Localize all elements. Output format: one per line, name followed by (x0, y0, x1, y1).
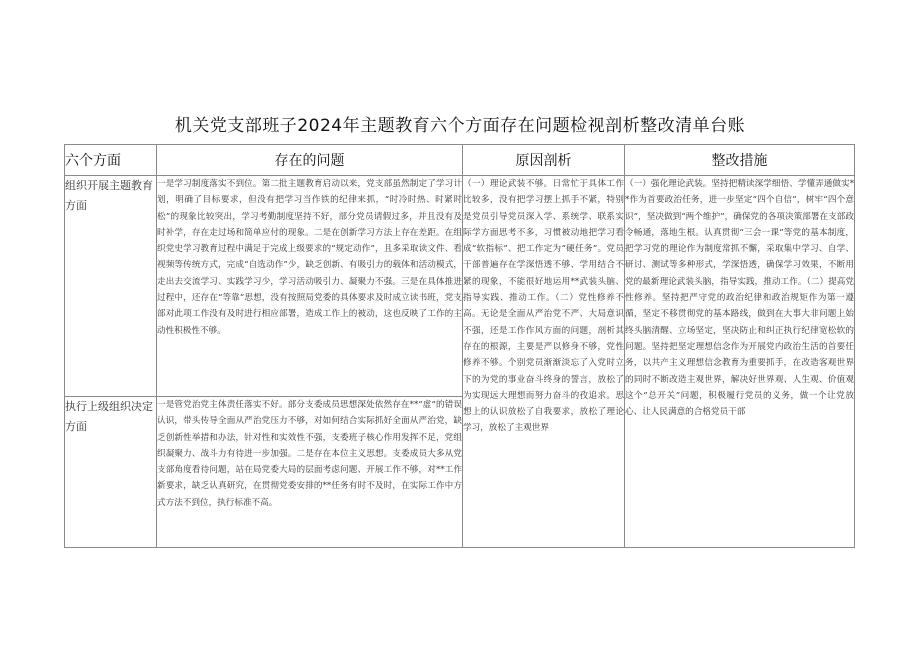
header-row (65, 145, 855, 176)
aspect-cell: 组织开展主题教育方面 (65, 176, 157, 397)
document-title: 机关党支部班子2024年主题教育六个方面存在问题检视剖析整改清单台账 (174, 116, 746, 136)
problems-cell: 一是学习制度落实不到位。第二批主题教育启动以来，党支部虽然制定了学习计划，明确了目标要求，但没有把学习当作铁的纪律来抓，“时冷时热、时紧时松”的现象比较突出，学习考勤制度坚持不好，部分党员请假过多，并且没有及时补学，存在走过场和简单应付的现象。二是在创新学习方法上存在差距。在组织党史学习教育过程中满足于完成上级要求的“规定动作”，且多采取读文件、看视频等传统方式，完成“自选动作”少，缺乏创新、有吸引力的载体和活动模式，走出去交流学习、实践学习少，学习活动吸引力、凝聚力不强。三是在具体推进过程中，还存在“等靠”思想，没有按照局党委的具体要求及时成立读书班，党支部对此项工作没有及时进行相应部署，造成工作上的被动，这也反映了工作的主动性积极性不够。 (157, 176, 463, 397)
header-aspect: 六个方面 (65, 145, 157, 176)
measures-cell: （一）强化理论武装。坚持把精读深学细悟、学懂弄通做实**作为首要政治任务，进一步坚定“四个自信”，树牢“四个意识”，坚决做到“两个维护”，确保党的各项决策部署在支部政令畅通，落地生根。认真贯彻“三会一课”等党的基本制度，把学习党的理论作为制度常抓不懈，采取集中学习、自学、研讨、测试等多种形式，学深悟透，确保学习效果，不断用党的最新理论武装头脑，指导实践，推动工作。（二）提高党性修养。坚持把严守党的政治纪律和政治规矩作为第一遵循，坚定不移贯彻党的基本路线，做到在大事大非问题上始终头脑清醒、立场坚定，坚决防止和纠正执行纪律宽松软的问题。坚持把坚定理想信念作为开展党内政治生活的首要任务，以共产主义理想信念教育为重要抓手，在改造客观世界的同时不断改造主观世界，解决好世界观、人生观、价值观这个“总开关”问题，积极履行党员的义务，做一个让党放心、让人民满意的合格党员干部 (625, 176, 855, 548)
table-row (65, 176, 855, 397)
header-causes: 原因剖析 (463, 145, 625, 176)
aspect-cell: 执行上级组织决定方面 (65, 397, 157, 548)
header-measures: 整改措施 (625, 145, 855, 176)
rectification-ledger-table (64, 144, 855, 548)
causes-cell: （一）理论武装不够。日常忙于具体工作比较多，没有把学习摆上抓手不紧，特别是党员引导党员深入学、系统学、联系实际学方面思考不多，习惯被动地把学习看成“软指标”、把工作定为“硬任务”。党员干部普遍存在学深悟透不够、学用结合不紧的现象，不能很好地运用**武装头脑、指导实践、推动工作。（二）党性修养不高。无论是全面从严治党不严、大局意识不强，还是工作作风方面的问题，剖析其存在的根源，主要是严以修身不够，党性修养不够。个别党员渐渐淡忘了入党时立下的为党的事业奋斗终身的誓言，放松了为实现远大理想而努力奋斗的孜追求。思想上的认识放松了自我要求，放松了理论学习，放松了主观世界 (463, 176, 625, 548)
header-problems: 存在的问题 (157, 145, 463, 176)
problems-cell: 一是管党治党主体责任落实不好。部分支委成员思想深处依然存在**“虚”的错误认识，带头传导全面从严治党压力不够，对如何结合实际抓好全面从严治党，缺乏创新性举措和办法，针对性和实效性不强，支委班子核心作用发挥不足，党组织凝聚力、战斗力有待进一步加强。二是存在本位主义思想。支委成员大多从党支部角度看待问题，站在局党委大局的层面考虑问题、开展工作不够，对**工作新要求，缺乏认真研究，在贯彻党委安排的**任务有时不及时，在实际工作中方式方法不到位，执行标准不高。 (157, 397, 463, 548)
